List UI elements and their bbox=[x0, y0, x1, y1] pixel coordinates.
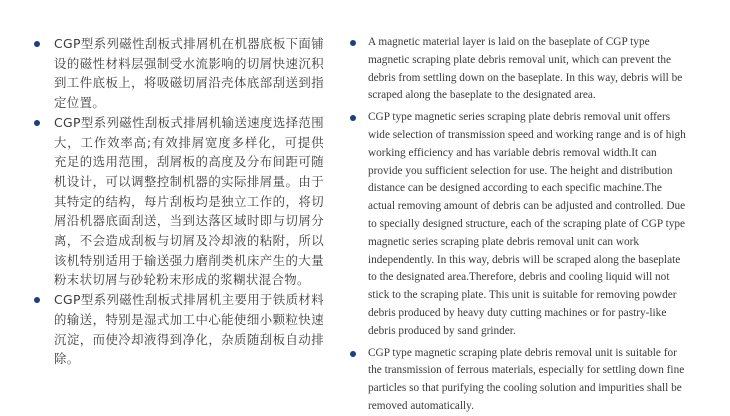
chinese-paragraph-3 bbox=[34, 290, 324, 369]
chinese-paragraph-2-text: CGP型系列磁性刮板式排屑机输送速度选择范围大，工作效率高;有效排屑宽度多样化，可提供充足的选用范围，刮屑板的高度及分布间距可随机设计，可以调整控制机器的实际排屑量。由于其特定的结构，每片刮板均是独立工作的，将切屑沿机器底面刮送，当到达落区域时即与切屑分离，不会造成刮板与切屑及冷却液的粘附，所以该机特别适用于输送强力磨削类机床产生的大量粉末状切屑与砂轮粉末形成的浆糊状混合物。 bbox=[54, 114, 324, 288]
english-paragraph-2 bbox=[350, 109, 690, 340]
chinese-paragraph-2 bbox=[34, 113, 324, 290]
bullet-dot-icon bbox=[34, 41, 40, 47]
chinese-description-list bbox=[34, 34, 324, 369]
english-paragraph-1 bbox=[350, 34, 690, 105]
english-paragraph-2-text: CGP type magnetic series scraping plate debris removal unit offers wide selection of transmission speed and working range and is of high working efficiency and has variable debris removal width.It can provide you sufficient selection for use. The height and distribution distance can be designed according to each specific machine.The actual removing amount of debris can be adjusted and controlled. Due to specially designed structure, each of the scraping plate of CGP type magnetic series scraping plate debris removal unit can work independently. In this way, debris will be scraped along the baseplate to the designated area.Therefore, debris and cooling liquid will not stick to the scraping plate. This unit is suitable for removing powder debris produced by heavy duty cutting machines or for pastry-like debris produced by sand grinder. bbox=[368, 111, 686, 337]
english-paragraph-3-text: CGP type magnetic scraping plate debris removal unit is suitable for the transmission of ferrous materials, especially for settling down fine particles so that purifying the cooling solution and impurities shall be removed automatically. bbox=[368, 346, 685, 412]
chinese-paragraph-1 bbox=[34, 34, 324, 113]
chinese-paragraph-1-text: CGP型系列磁性刮板式排屑机在机器底板下面铺设的磁性材料层强制受水流影响的切屑快速沉积到工件底板上，将吸磁切屑沿壳体底部刮送到指定位置。 bbox=[54, 36, 324, 111]
bullet-dot-icon bbox=[34, 297, 40, 303]
bullet-dot-icon bbox=[34, 120, 40, 126]
english-description-list bbox=[350, 34, 690, 416]
chinese-paragraph-3-text: CGP型系列磁性刮板式排屑机主要用于铁质材料的输送，特别是湿式加工中心能使细小颗粒快速沉淀，而使冷却液得到净化，杂质随刮板自动排除。 bbox=[54, 292, 324, 367]
english-paragraph-3 bbox=[350, 345, 690, 416]
english-paragraph-1-text: A magnetic material layer is laid on the baseplate of CGP type magnetic scraping plate debris removal unit, which can prevent the debris from settling down on the baseplate. In this way, debris will be scraped along the baseplate to the designated area. bbox=[368, 36, 683, 102]
bullet-dot-icon bbox=[350, 115, 356, 121]
bullet-dot-icon bbox=[350, 40, 356, 46]
bullet-dot-icon bbox=[350, 351, 356, 357]
